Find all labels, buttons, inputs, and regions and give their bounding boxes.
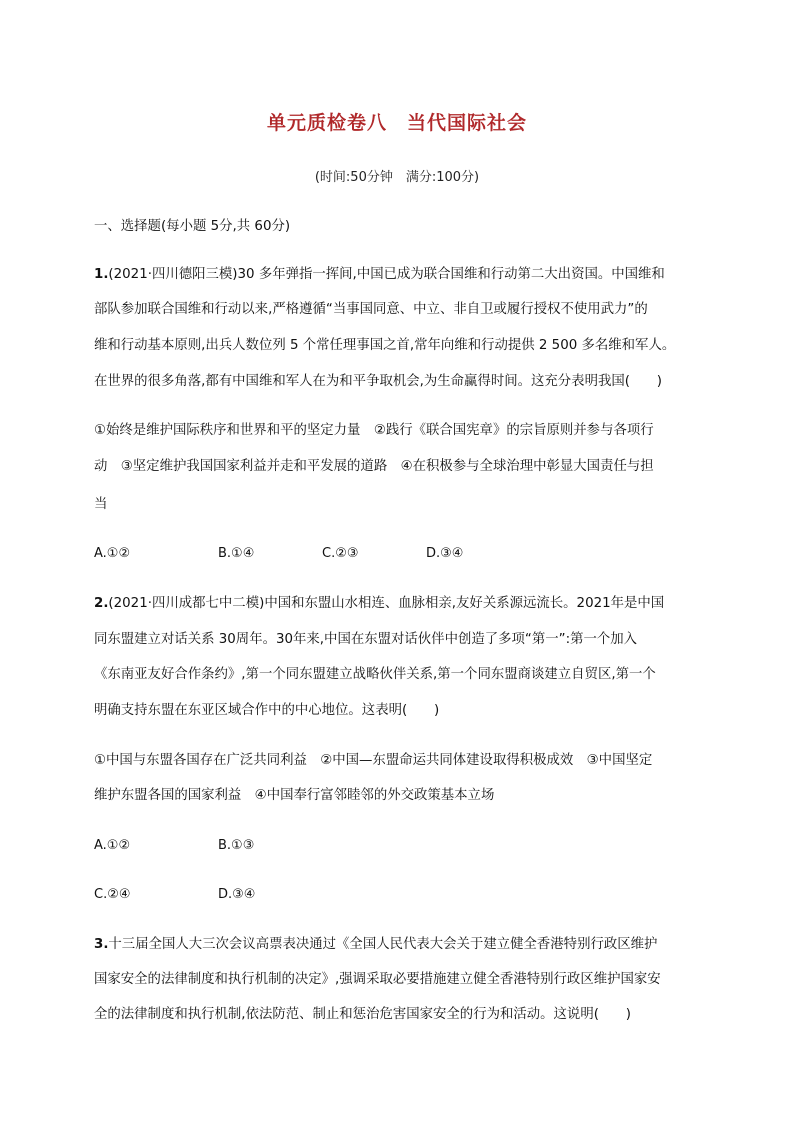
option-a: A.①② <box>94 838 131 853</box>
question-1-line-3: 维和行动基本原则,出兵人数位列 5 个常任理事国之首,常年向维和行动提供 2 500 多名维和军人。 <box>94 338 676 353</box>
question-number: 2. <box>94 596 109 611</box>
question-number: 3. <box>94 937 109 952</box>
question-2-line-2: 同东盟建立对话关系 30周年。30年来,中国在东盟对话伙伴中创造了多项“第一”:第一个加入 <box>94 632 638 647</box>
question-2-statement-line-2: 维护东盟各国的国家利益 ④中国奉行富邻睦邻的外交政策基本立场 <box>94 788 495 803</box>
question-1-statement-line-2: 动 ③坚定维护我国国家利益并走和平发展的道路 ④在积极参与全球治理中彰显大国责任与担 <box>94 459 654 474</box>
option-c: C.②④ <box>94 887 131 902</box>
question-2-line-3: 《东南亚友好合作条约》,第一个同东盟建立战略伙伴关系,第一个同东盟商谈建立自贸区,第一个 <box>94 667 656 682</box>
option-b: B.①④ <box>218 546 255 561</box>
section-heading: 一、选择题(每小题 5分,共 60分) <box>94 219 291 234</box>
question-1-statement-line-1: ①始终是维护国际秩序和世界和平的坚定力量 ②践行《联合国宪章》的宗旨原则并参与各项行 <box>94 423 654 438</box>
question-2-line-4: 明确支持东盟在东亚区域合作中的中心地位。这表明( ) <box>94 703 440 718</box>
option-c: C.②③ <box>322 546 359 561</box>
question-1-line-2: 部队参加联合国维和行动以来,严格遵循“当事国同意、中立、非自卫或履行授权不使用武力”的 <box>94 302 648 317</box>
question-3-line-2: 国家安全的法律制度和执行机制的决定》,强调采取必要措施建立健全香港特别行政区维护国家安 <box>94 972 661 987</box>
question-3-line-1: 3.十三届全国人大三次会议高票表决通过《全国人民代表大会关于建立健全香港特别行政区维护 <box>94 937 658 952</box>
question-1-line-1: 1.(2021·四川德阳三模)30 多年弹指一挥间,中国已成为联合国维和行动第二大出资国。中国维和 <box>94 267 665 282</box>
exam-time-score: (时间:50分钟 满分:100分) <box>314 170 480 185</box>
question-number: 1. <box>94 267 109 282</box>
question-3-line-3: 全的法律制度和执行机制,依法防范、制止和惩治危害国家安全的行为和活动。这说明( ) <box>94 1007 631 1022</box>
question-2-statement-line-1: ①中国与东盟各国存在广泛共同利益 ②中国—东盟命运共同体建设取得积极成效 ③中国坚定 <box>94 753 653 768</box>
option-d: D.③④ <box>426 546 464 561</box>
question-2-line-1: 2.(2021·四川成都七中二模)中国和东盟山水相连、血脉相亲,友好关系源远流长。2021年是中国 <box>94 596 665 611</box>
question-1-statement-line-3: 当 <box>94 497 108 512</box>
option-b: B.①③ <box>218 838 255 853</box>
option-a: A.①② <box>94 546 131 561</box>
question-1-line-4: 在世界的很多角落,都有中国维和军人在为和平争取机会,为生命赢得时间。这充分表明我国( ) <box>94 374 662 389</box>
option-d: D.③④ <box>218 887 256 902</box>
page-title: 单元质检卷八 当代国际社会 <box>266 112 527 134</box>
